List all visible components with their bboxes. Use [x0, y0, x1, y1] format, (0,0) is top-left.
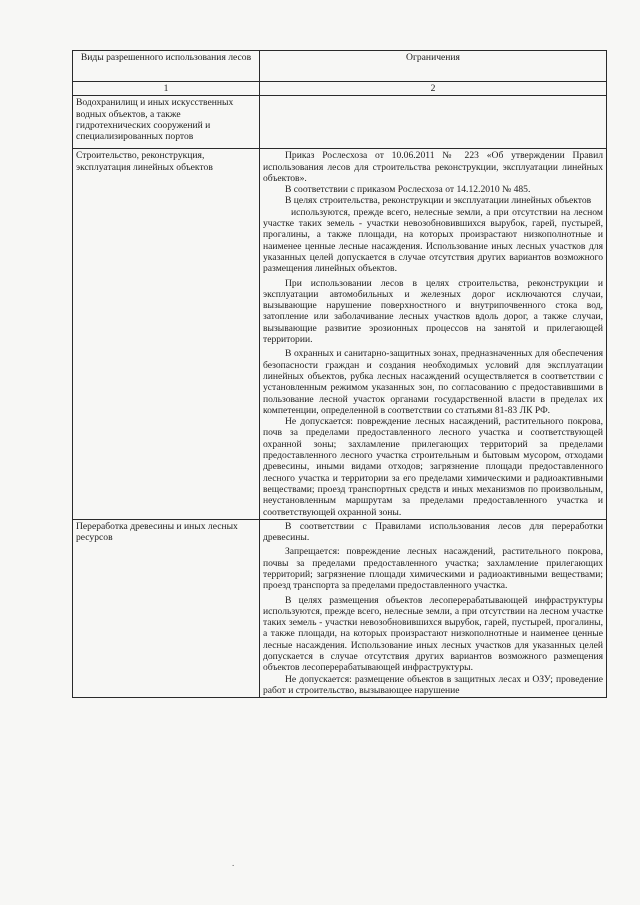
restriction-paragraph: При использовании лесов в целях строительства, реконструкции и эксплуатации автомобильных и железных дорог исключаются случаи, вызывающие нарушение поверхностного и внутрипочвенного стока вод, затопление или заболачивание лесных участков вдоль дорог, а также случаи, вызывающие развитие эрозионных процессов на занятой и прилегающей территории. [263, 277, 603, 346]
restrictions-table [72, 50, 607, 698]
restriction-paragraph: В охранных и санитарно-защитных зонах, предназначенных для обеспечения безопасности граждан и создания необходимых условий для эксплуатации линейных объектов, рубка лесных насаждений осуществляется в соответствии с установленным режимом указанных зон, по согласованию с предоставившими в пользование лесной участок органами государственной власти в пределах их компетенции, определенной в соответствии со статьями 81-83 ЛК РФ. [263, 348, 603, 416]
table-row [73, 149, 607, 520]
restriction-paragraph: Запрещается: повреждение лесных насаждений, растительного покрова, почвы за пределами предоставленного участка; захламление прилегающих территорий; загрязнение площади химическими и радиоактивными веществами; проезд транспорта за пределами предоставленного участка. [263, 546, 603, 592]
restriction-paragraph: Не допускается: размещение объектов в защитных лесах и ОЗУ; проведение работ и строительство, вызывающее нарушение [263, 673, 603, 696]
use-type-cell: Водохранилищ и иных искусственных водных объектов, а также гидротехнических сооружений и специализированных портов [73, 96, 260, 149]
footer-mark: . [232, 858, 235, 868]
column-number-2: 2 [260, 82, 607, 96]
restriction-paragraph: Не допускается: повреждение лесных насаждений, растительного покрова, почв за пределами предоставленного лесного участка и соответствующей охранной зоны; захламление прилегающих территорий за пределами предоставленного лесного участка строительным и бытовым мусором, отходами древесины, иными видами отходов; загрязнение площади предоставленного лесного участка и территории за его пределами химическими и радиоактивными веществами; проезд транспортных средств и иных механизмов по произвольным, неустановленным маршрутам за пределами предоставленного участка и соответствующей охранной зоны. [263, 416, 603, 518]
use-type-cell: Строительство, реконструкция, эксплуатация линейных объектов [73, 149, 260, 520]
restrictions-cell [260, 96, 607, 149]
restriction-paragraph: В соответствии с приказом Рослесхоза от 14.12.2010 № 485. [285, 184, 531, 196]
restriction-paragraph: Приказ Рослесхоза от 10.06.2011 № 223 «Об утверждении Правил использования лесов для строительства реконструкции, эксплуатации линейных объектов». [263, 150, 603, 184]
column-number-1: 1 [73, 82, 260, 96]
table-row [73, 96, 607, 149]
column-number-row [73, 82, 607, 96]
header-col-2: Ограничения [260, 51, 607, 82]
header-col-1: Виды разрешенного использования лесов [73, 51, 260, 82]
restriction-paragraph: используются, прежде всего, нелесные земли, а при отсутствии на лесном участке таких земель - участки невозобновившихся вырубок, гарей, пустырей, прогалины, а также площади, на которых произрастают низкополнотные и наименее ценные лесные насаждения. Использование иных лесных участков для указанных целей допускается в случае отсутствия других вариантов возможного размещения линейных объектов. [263, 206, 603, 275]
restriction-paragraph: В соответствии с Правилами использования лесов для переработки древесины. [263, 520, 603, 544]
restriction-paragraph: В целях размещения объектов лесоперерабатывающей инфраструктуры используются, прежде всего, нелесные земли, а при отсутствии на лесном участке таких земель - участки невозобновившихся вырубок, гарей, пустырей, прогалины, а также площади, на которых произрастают низкополнотные и наименее ценные лесные насаждения. Использование иных лесных участков для указанных целей допускается в случае отсутствия других вариантов возможного размещения объектов лесоперерабатывающей инфраструктуры. [263, 594, 603, 674]
restriction-paragraph: В целях строительства, реконструкции и эксплуатации линейных объектов [285, 195, 592, 207]
table-row [73, 519, 607, 697]
restrictions-cell [260, 519, 607, 697]
use-type-cell: Переработка древесины и иных лесных ресурсов [73, 519, 260, 697]
table-header-row [73, 51, 607, 82]
restrictions-cell [260, 149, 607, 520]
